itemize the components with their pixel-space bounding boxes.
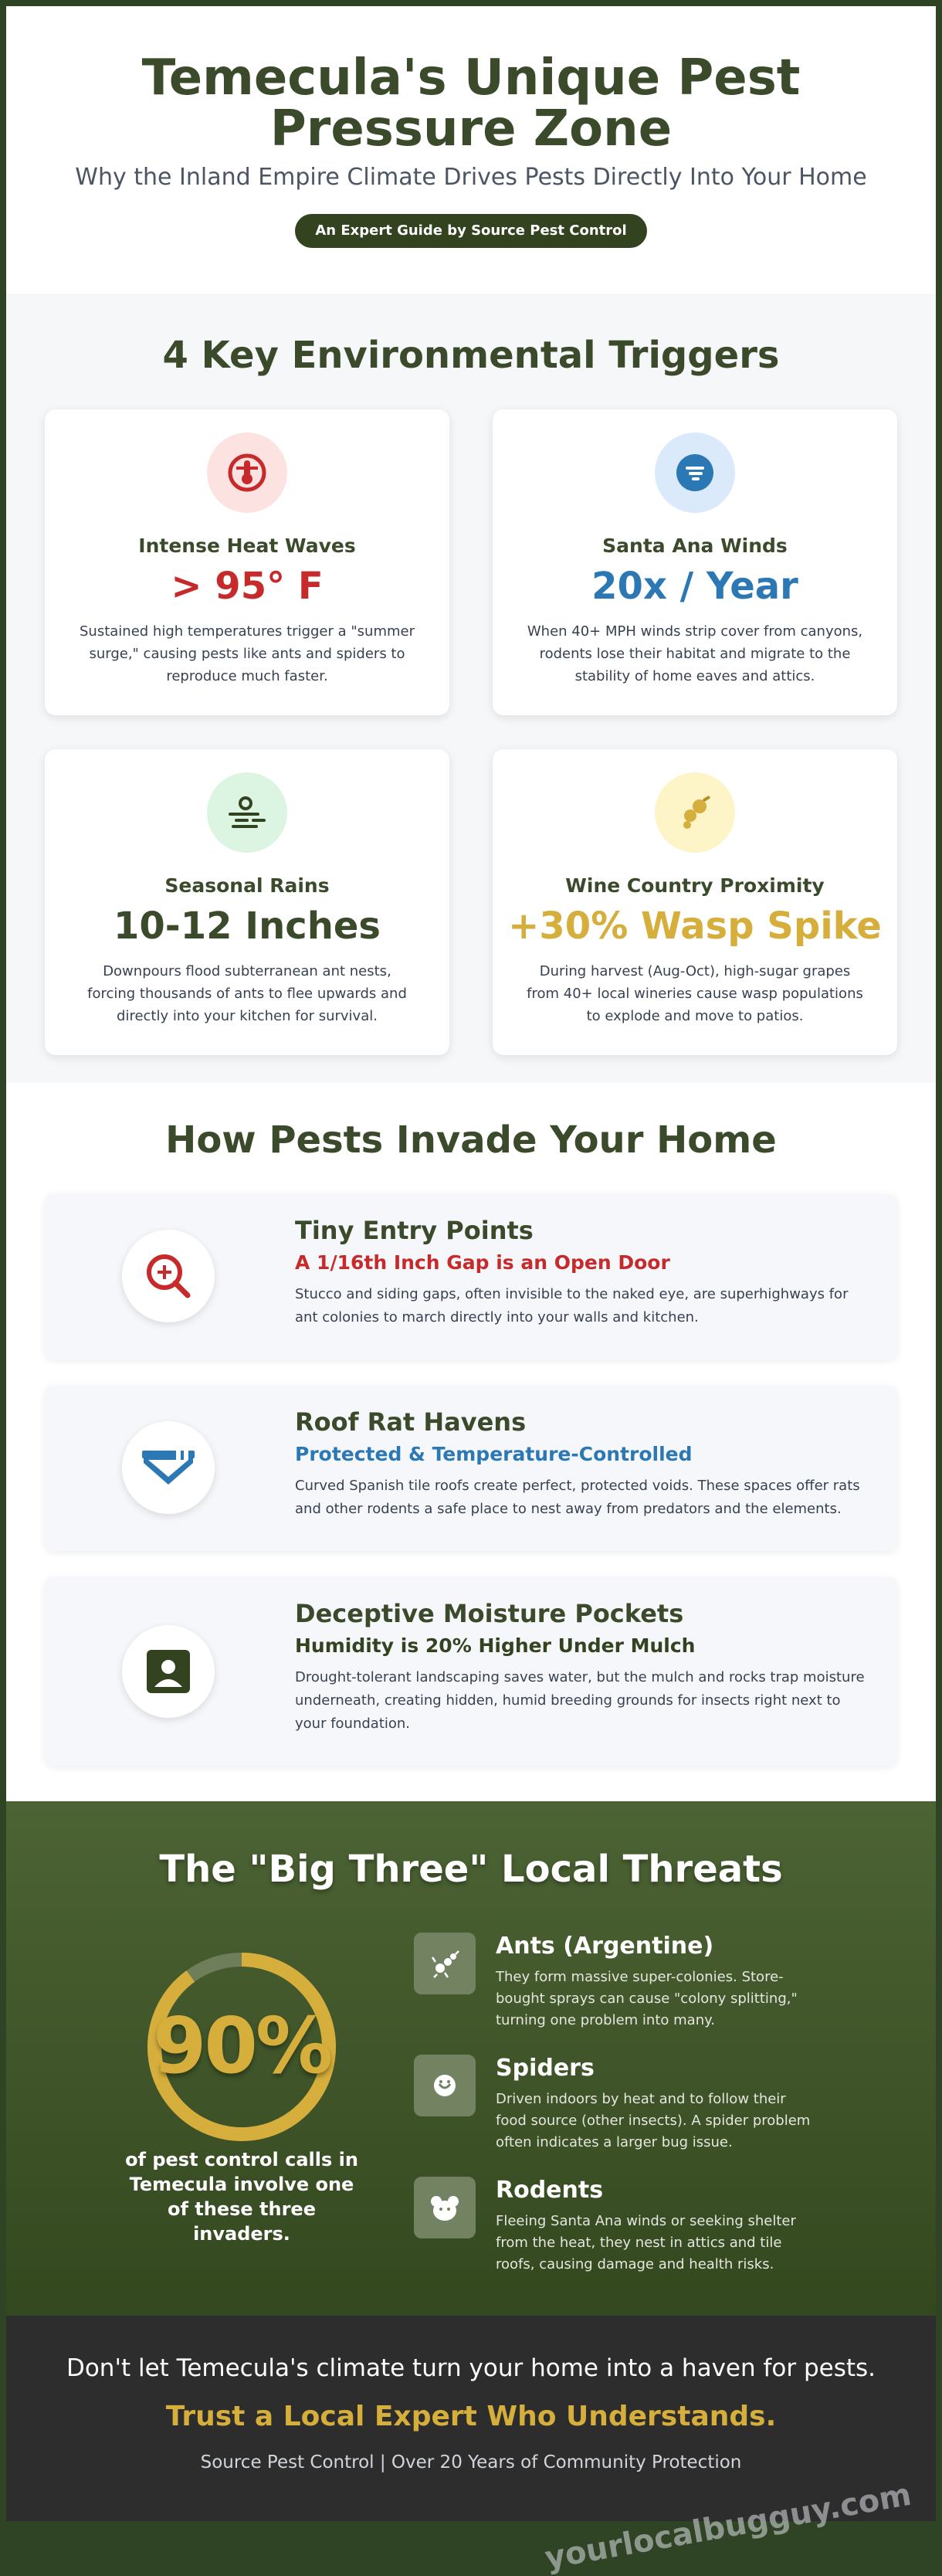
trigger-description: During harvest (Aug-Oct), high-sugar grapes from 40+ local wineries cause wasp populations to explode and move to patios. (527, 963, 863, 1024)
invasion-text (295, 1599, 866, 1736)
watermark: yourlocalbugguy.com (542, 2476, 914, 2576)
thermometer-icon (207, 433, 287, 513)
expert-guide-badge: An Expert Guide by Source Pest Control (295, 214, 646, 248)
trigger-description: Downpours flood subterranean ant nests, forcing thousands of ants to flee upwards and directly into your kitchen for survival. (87, 963, 407, 1024)
threat-description: Driven indoors by heat and to follow their food source (other insects). A spider problem often indicates a larger bug issue. (496, 2091, 811, 2150)
invasion-section (6, 1083, 936, 1801)
invasion-card-description: Drought-tolerant landscaping saves water, but the mulch and rocks trap moisture underneath, creating hidden, humid breeding grounds for insects right next to your foundation. (295, 1669, 865, 1732)
invasion-card-subtitle: A 1/16th Inch Gap is an Open Door (295, 1251, 670, 1274)
threat-description: They form massive super-colonies. Store-bought sprays can cause "colony splitting," turning one problem into many. (496, 1969, 798, 2028)
trigger-card-rains (45, 749, 449, 1055)
invasion-card-entry-points (45, 1194, 897, 1359)
threat-description: Fleeing Santa Ana winds or seeking shelter from the heat, they nest in attics and tile roofs, causing damage and health risks. (496, 2213, 796, 2272)
trigger-card-heat (45, 409, 449, 715)
invasion-card-subtitle: Humidity is 20% Higher Under Mulch (295, 1634, 696, 1657)
invasion-card-title: Roof Rat Havens (295, 1407, 527, 1437)
trigger-card-wine (493, 749, 897, 1055)
magnifier-icon (122, 1230, 215, 1322)
threats-title: The "Big Three" Local Threats (159, 1848, 783, 1891)
rodent-icon (414, 2177, 476, 2238)
footer (6, 2316, 936, 2576)
trigger-title: Santa Ana Winds (602, 535, 788, 557)
trigger-stat: 20x / Year (591, 565, 798, 608)
page-title: Temecula's Unique Pest Pressure Zone (141, 49, 801, 158)
roof-icon (122, 1421, 215, 1514)
invasion-card-description: Stucco and siding gaps, often invisible to the naked eye, are superhighways for ant colonies to march directly into your walls and kitchen. (295, 1286, 849, 1325)
threat-name: Rodents (496, 2177, 604, 2204)
threat-ants (414, 1933, 846, 2041)
invasion-title: How Pests Invade Your Home (165, 1118, 777, 1162)
trigger-description: Sustained high temperatures trigger a "summer surge," causing pests like ants and spiders to reproduce much faster. (79, 623, 415, 684)
triggers-grid (6, 409, 936, 1066)
invasion-card-roof-rat (45, 1386, 897, 1551)
header (6, 6, 936, 294)
invasion-card-title: Tiny Entry Points (295, 1216, 534, 1245)
trigger-title: Intense Heat Waves (138, 535, 356, 557)
percent-caption: of pest control calls in Temecula involve one of these three invaders. (125, 2149, 358, 2245)
moisture-icon (122, 1625, 215, 1718)
footer-message: Don't let Temecula's climate turn your home into a haven for pests. (66, 2354, 876, 2382)
invasion-card-moisture (45, 1577, 897, 1766)
invasion-card-title: Deceptive Moisture Pockets (295, 1599, 684, 1628)
triggers-title: 4 Key Environmental Triggers (162, 334, 780, 377)
threat-name: Spiders (496, 2055, 595, 2082)
trigger-title: Seasonal Rains (164, 874, 330, 897)
invasion-card-subtitle: Protected & Temperature-Controlled (295, 1443, 693, 1465)
invasion-text (295, 1216, 866, 1329)
trigger-title: Wine Country Proximity (565, 874, 825, 897)
trigger-stat: > 95° F (171, 565, 324, 608)
spider-icon (414, 2055, 476, 2116)
page-subtitle: Why the Inland Empire Climate Drives Pests Directly Into Your Home (75, 164, 867, 191)
trigger-stat: 10-12 Inches (113, 904, 381, 948)
grapes-icon (655, 772, 735, 853)
trigger-card-winds (493, 409, 897, 715)
infographic (6, 6, 936, 2576)
threat-rodents (414, 2177, 846, 2285)
threat-name: Ants (Argentine) (496, 1933, 714, 1960)
invasion-text (295, 1407, 866, 1521)
rain-icon (207, 772, 287, 853)
wind-icon (655, 433, 735, 513)
invasion-card-description: Curved Spanish tile roofs create perfect, protected voids. These spaces offer rats and other rodents a safe place to nest away from predators and the elements. (295, 1478, 860, 1517)
percent-value: 90% (152, 2001, 331, 2091)
threat-spiders (414, 2055, 846, 2163)
footer-company-line: Source Pest Control | Over 20 Years of Community Protection (200, 2452, 742, 2472)
triggers-section (6, 294, 936, 1083)
trigger-description: When 40+ MPH winds strip cover from canyons, rodents lose their habitat and migrate to the stability of home eaves and attics. (527, 623, 863, 684)
footer-call-to-action: Trust a Local Expert Who Understands. (165, 2401, 777, 2432)
trigger-stat: +30% Wasp Spike (508, 904, 882, 948)
ant-icon (414, 1933, 476, 1994)
threats-section (6, 1801, 936, 2316)
